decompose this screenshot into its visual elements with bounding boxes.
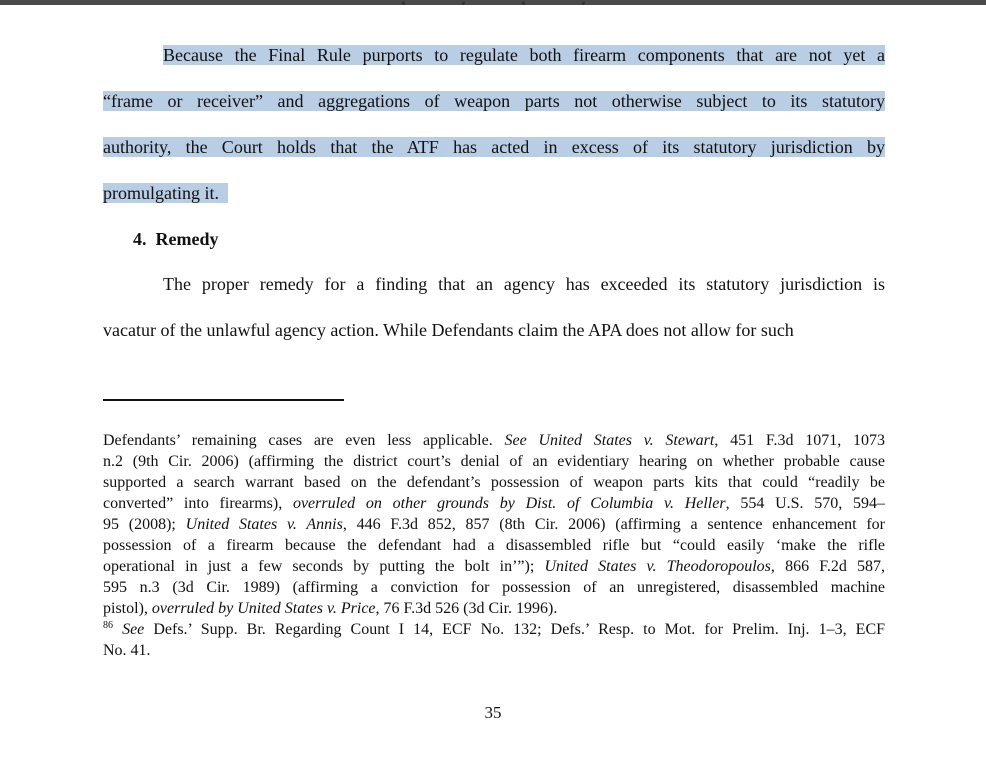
fn-citation: United States v. Theodoropoulos	[544, 558, 771, 575]
asterisk-mark: *	[581, 0, 586, 10]
fn-text: , 76 F.3d 526 (3d Cir. 1996).	[375, 600, 558, 617]
page-number: 35	[484, 703, 502, 722]
fn-text: converted” into firearms),	[103, 495, 283, 512]
remedy-line-2-text: vacatur of the unlawful agency action. While Defendants claim the APA does not allow for such	[103, 320, 794, 340]
footnote-line	[103, 452, 885, 472]
body-line-1-text: Because the Final Rule purports to regulate both firearm components that are not yet a	[163, 45, 885, 65]
fn-text: No. 41.	[103, 642, 151, 659]
body-line-4	[103, 182, 885, 204]
fn-citation: overruled by United States v. Price	[151, 600, 376, 617]
fn-citation: See United States v. Stewart	[504, 432, 715, 449]
remedy-line-1-text: The proper remedy for a finding that an agency has exceeded its statutory jurisdiction is	[163, 274, 885, 294]
body-line-2	[103, 90, 885, 112]
section-heading	[133, 228, 218, 250]
heading-title: Remedy	[155, 229, 219, 249]
footnote-line	[103, 641, 885, 661]
body-line-3-text: authority, the Court holds that the ATF has acted in excess of its statutory jurisdiction by	[103, 137, 885, 157]
fn-text: Defendants’ remaining cases are even less applicable.	[103, 432, 493, 449]
footnote-line	[103, 473, 885, 493]
body-line-3	[103, 136, 885, 158]
footnote-line	[103, 557, 885, 577]
footnote-line	[103, 431, 885, 451]
footnote-number[interactable]: 86	[103, 620, 113, 631]
heading-number: 4.	[133, 229, 147, 249]
fn-text: pistol),	[103, 600, 148, 617]
footnote-line	[103, 536, 885, 556]
footnote-line	[103, 494, 885, 514]
fn-text: 595 n.3 (3d Cir. 1989) (affirming a conviction for possession of an unregistered, disassembled machine	[103, 579, 885, 596]
footnote-86-line	[103, 620, 885, 640]
fn-text: supported a search warrant based on the defendant’s possession of weapon parts kits that could “readily be	[103, 474, 885, 491]
fn-citation: United States v. Annis	[185, 516, 343, 533]
header-asterisks	[0, 0, 986, 10]
fn-text: n.2 (9th Cir. 2006) (affirming the district court’s denial of an evidentiary hearing on whether probable cause	[103, 453, 885, 470]
footnote-separator	[103, 399, 344, 401]
fn-text: 95 (2008);	[103, 516, 176, 533]
footnote-line	[103, 599, 885, 619]
fn-text: possession of a firearm because the defendant had a disassembled rifle but “could easily ‘make the rifle	[103, 537, 885, 554]
selection-tail	[219, 183, 228, 203]
body-line-4-text: promulgating it.	[103, 183, 219, 203]
asterisk-mark: *	[521, 0, 526, 10]
fn-text: operational in just a few seconds by putting the bolt in’”);	[103, 558, 535, 575]
remedy-line-1	[163, 273, 885, 295]
fn-text: , 446 F.3d 852, 857 (8th Cir. 2006) (affirming a sentence enhancement for	[342, 516, 886, 533]
body-line-1	[163, 44, 885, 66]
body-line-2-text: “frame or receiver” and aggregations of weapon parts not otherwise subject to its statutory	[103, 91, 885, 111]
remedy-line-2	[103, 319, 885, 341]
asterisk-mark: *	[401, 0, 406, 10]
footnote-line	[103, 515, 885, 535]
asterisk-mark: *	[461, 0, 466, 10]
fn-citation: overruled on other grounds by Dist. of Columbia v. Heller	[292, 495, 726, 512]
fn-text: , 451 F.3d 1071, 1073	[714, 432, 885, 449]
fn-text: , 554 U.S. 570, 594–	[725, 495, 885, 512]
footnote-line	[103, 578, 885, 598]
fn-text: Defs.’ Supp. Br. Regarding Count I 14, ECF No. 132; Defs.’ Resp. to Mot. for Prelim. Inj. 1–3, ECF	[153, 621, 886, 638]
fn-text: , 866 F.2d 587,	[770, 558, 886, 575]
fn-signal: See	[122, 621, 145, 638]
